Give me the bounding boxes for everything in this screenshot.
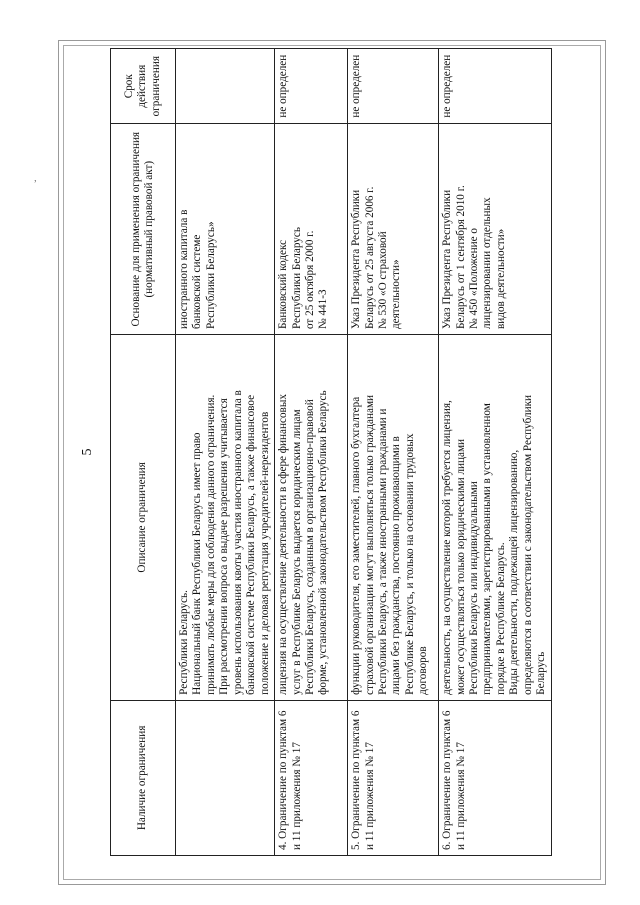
restriction-description-line: порядке в Республике Беларусь. — [494, 542, 507, 695]
restriction-term: не определен — [439, 49, 552, 124]
restriction-basis-line: Указ Президента Республики — [441, 189, 454, 330]
restriction-description-line: страховой организации могут выполняться только гражданами — [363, 394, 376, 695]
restriction-description-line: лицами без гражданства, постоянно проживающими в — [390, 436, 403, 695]
restriction-basis — [439, 124, 552, 335]
restriction-basis-line: Республики Беларусь — [290, 227, 303, 330]
restriction-description-line: форме, установленной законодательством Республики Беларусь — [317, 390, 330, 695]
restriction-basis-line: лицензировании отдельных — [481, 197, 494, 330]
restriction-basis-line: иностранного капитала в — [178, 209, 190, 330]
restriction-description-line: договоров — [417, 646, 430, 695]
table-row — [348, 49, 439, 856]
restriction-name: 5. Ограничение по пунктам 6 и 11 приложения № 17 — [348, 700, 439, 855]
page-number: 5 — [80, 448, 95, 456]
restriction-term: не определен — [275, 49, 348, 124]
restriction-description-line: Республики Беларусь, а также иностранными гражданами и — [376, 408, 389, 695]
restriction-description-line: банковской системе Республики Беларусь, а также финансовое — [245, 394, 258, 695]
restriction-description-line: Республики Беларусь, созданным в организационно-правовой — [303, 399, 316, 695]
restriction-description — [348, 335, 439, 701]
restriction-term — [176, 49, 275, 124]
table-header-row — [111, 49, 176, 856]
restriction-basis — [176, 124, 275, 335]
restriction-name: 6. Ограничение по пунктам 6 и 11 приложения № 17 — [439, 700, 552, 855]
restriction-description-line: При рассмотрении вопроса о выдаче разрешения учитывается — [218, 398, 231, 695]
restriction-basis — [275, 124, 348, 335]
table-row — [275, 49, 348, 856]
restriction-description-line: может осуществляться только юридическими лицами — [454, 438, 467, 695]
restriction-description-line: деятельность, на осуществление которой требуется лицензия, — [441, 400, 454, 695]
restriction-basis-line: Указ Президента Республики — [350, 189, 363, 330]
restriction-description — [439, 335, 552, 701]
restriction-description-line: положение и деловая репутация учредителей-нерезидентов — [258, 411, 271, 695]
header-description: Описание ограничения — [111, 335, 176, 701]
restriction-basis-line: деятельности» — [390, 259, 403, 330]
restriction-description-line: Беларусь — [535, 651, 548, 695]
table-row — [176, 49, 275, 856]
restriction-basis-line: видов деятельности» — [494, 228, 507, 330]
header-basis: Основание для применения ограничения (нормативный правовой акт) — [111, 124, 176, 335]
table-row — [439, 49, 552, 856]
restriction-description-line: Национальный банк Республики Беларусь имеет право — [191, 432, 204, 695]
restrictions-table — [110, 48, 552, 856]
restriction-description-line: принимать любые меры для соблюдения данного ограничения. — [204, 394, 217, 695]
restriction-basis-line: Банковский кодекс — [277, 239, 290, 330]
restriction-basis-line: Беларусь от 1 сентября 2010 г. — [454, 185, 467, 330]
restriction-description-line: уровень использования квоты участия иностранного капитала в — [231, 390, 244, 695]
restriction-basis — [348, 124, 439, 335]
restriction-basis-line: № 441-З — [317, 289, 330, 330]
restriction-description-line: услуг в Республике Беларусь выдается юридическим лицам — [290, 409, 303, 695]
restriction-description-line: определяются в соответствии с законодательством Республики — [521, 394, 534, 695]
rotated-page — [72, 48, 582, 856]
restriction-description-line: функции руководителя, его заместителей, главного бухгалтера — [350, 396, 363, 695]
restriction-term: не определен — [348, 49, 439, 124]
restriction-basis-line: от 25 октября 2000 г. — [303, 230, 316, 330]
restriction-basis-line: № 530 «О страховой — [376, 231, 389, 330]
restriction-basis-line: Беларусь от 25 августа 2006 г. — [363, 186, 376, 330]
restriction-description-line: предпринимателями, зарегистрированными в установленном — [481, 403, 494, 695]
restriction-description — [176, 335, 275, 701]
restriction-basis-line: банковской системе — [191, 234, 204, 330]
restriction-description — [275, 335, 348, 701]
header-term: Срок действия ограничения — [111, 49, 176, 124]
stray-mark: , — [34, 172, 37, 184]
restriction-description-line: Республике Беларусь, и только на основании трудовых — [403, 433, 416, 695]
restriction-basis-line: № 450 «Положение о — [467, 228, 480, 330]
restriction-name — [176, 700, 275, 855]
restriction-description-line: Республики Беларусь или индивидуальными — [467, 481, 480, 695]
restriction-description-line: лицензия на осуществление деятельности в сфере финансовых — [277, 394, 290, 695]
restriction-description-line: Республики Беларусь. — [178, 590, 190, 695]
restriction-description-line: Виды деятельности, подлежащей лицензированию, — [508, 449, 521, 695]
restriction-basis-line: Республики Беларусь» — [204, 221, 217, 330]
restriction-name: 4. Ограничение по пунктам 6 и 11 приложения № 17 — [275, 700, 348, 855]
header-presence: Наличие ограничения — [111, 700, 176, 855]
